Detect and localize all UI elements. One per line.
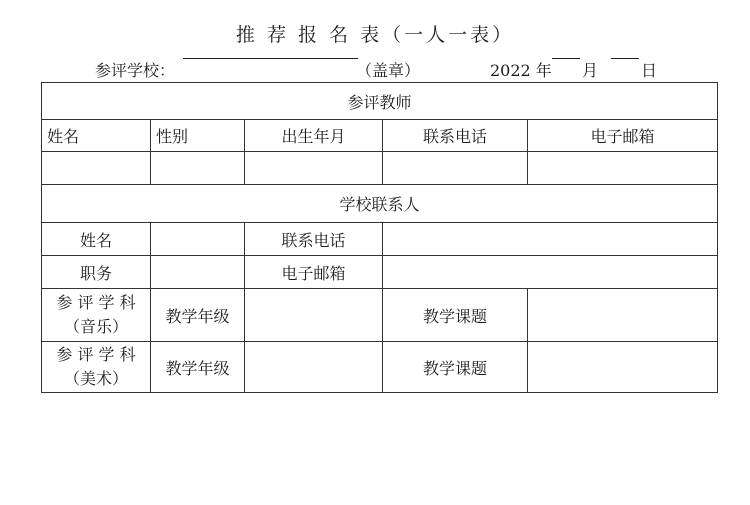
teacher-section-heading: 参评教师 xyxy=(42,83,718,120)
grade-label-art: 教学年级 xyxy=(151,342,245,393)
grade-cell-art[interactable] xyxy=(245,342,383,393)
contact-email-label: 电子邮箱 xyxy=(245,256,383,289)
subject-label-art xyxy=(42,342,151,393)
month-label: 月 xyxy=(582,61,599,80)
teacher-section-heading-row xyxy=(42,83,718,120)
teacher-phone-cell[interactable] xyxy=(383,152,528,185)
contact-position-label: 职务 xyxy=(42,256,151,289)
topic-cell-music[interactable] xyxy=(528,289,718,342)
topic-label-music: 教学课题 xyxy=(383,289,528,342)
day-label: 日 xyxy=(641,61,658,80)
contact-phone-cell[interactable] xyxy=(383,223,718,256)
contact-name-label: 姓名 xyxy=(42,223,151,256)
column-birth-date: 出生年月 xyxy=(245,120,383,152)
subject-label-music xyxy=(42,289,151,342)
seal-label: （盖章） xyxy=(356,61,421,80)
contact-row-position xyxy=(42,256,718,289)
contact-section-heading-row xyxy=(42,185,718,223)
header-info-row xyxy=(95,58,695,80)
contact-section-heading: 学校联系人 xyxy=(42,185,718,223)
year-text: 2022 年 xyxy=(490,61,552,80)
month-blank[interactable] xyxy=(552,58,580,59)
subject-label-line2: （音乐） xyxy=(63,317,128,336)
column-gender: 性别 xyxy=(151,120,245,152)
contact-phone-label: 联系电话 xyxy=(245,223,383,256)
teacher-gender-cell[interactable] xyxy=(151,152,245,185)
school-name-line[interactable] xyxy=(183,58,358,59)
subject-row-art xyxy=(42,342,718,393)
teacher-birth-cell[interactable] xyxy=(245,152,383,185)
teacher-name-cell[interactable] xyxy=(42,152,151,185)
contact-email-cell[interactable] xyxy=(383,256,718,289)
subject-row-music xyxy=(42,289,718,342)
contact-row-name xyxy=(42,223,718,256)
day-blank[interactable] xyxy=(611,58,639,59)
topic-cell-art[interactable] xyxy=(528,342,718,393)
school-label: 参评学校： xyxy=(95,61,176,80)
grade-cell-music[interactable] xyxy=(245,289,383,342)
subject-label-line1: 参 评 学 科 xyxy=(56,345,136,364)
teacher-email-cell[interactable] xyxy=(528,152,718,185)
recommendation-form-table xyxy=(41,82,718,393)
column-email: 电子邮箱 xyxy=(528,120,718,152)
column-phone: 联系电话 xyxy=(383,120,528,152)
contact-name-cell[interactable] xyxy=(151,223,245,256)
teacher-input-row xyxy=(42,152,718,185)
contact-position-cell[interactable] xyxy=(151,256,245,289)
form-title: 推 荐 报 名 表（一人一表） xyxy=(235,24,515,46)
topic-label-art: 教学课题 xyxy=(383,342,528,393)
teacher-columns-row xyxy=(42,120,718,152)
column-name: 姓名 xyxy=(42,120,151,152)
subject-label-line2: （美术） xyxy=(63,369,128,388)
grade-label-music: 教学年级 xyxy=(151,289,245,342)
subject-label-line1: 参 评 学 科 xyxy=(56,293,136,312)
